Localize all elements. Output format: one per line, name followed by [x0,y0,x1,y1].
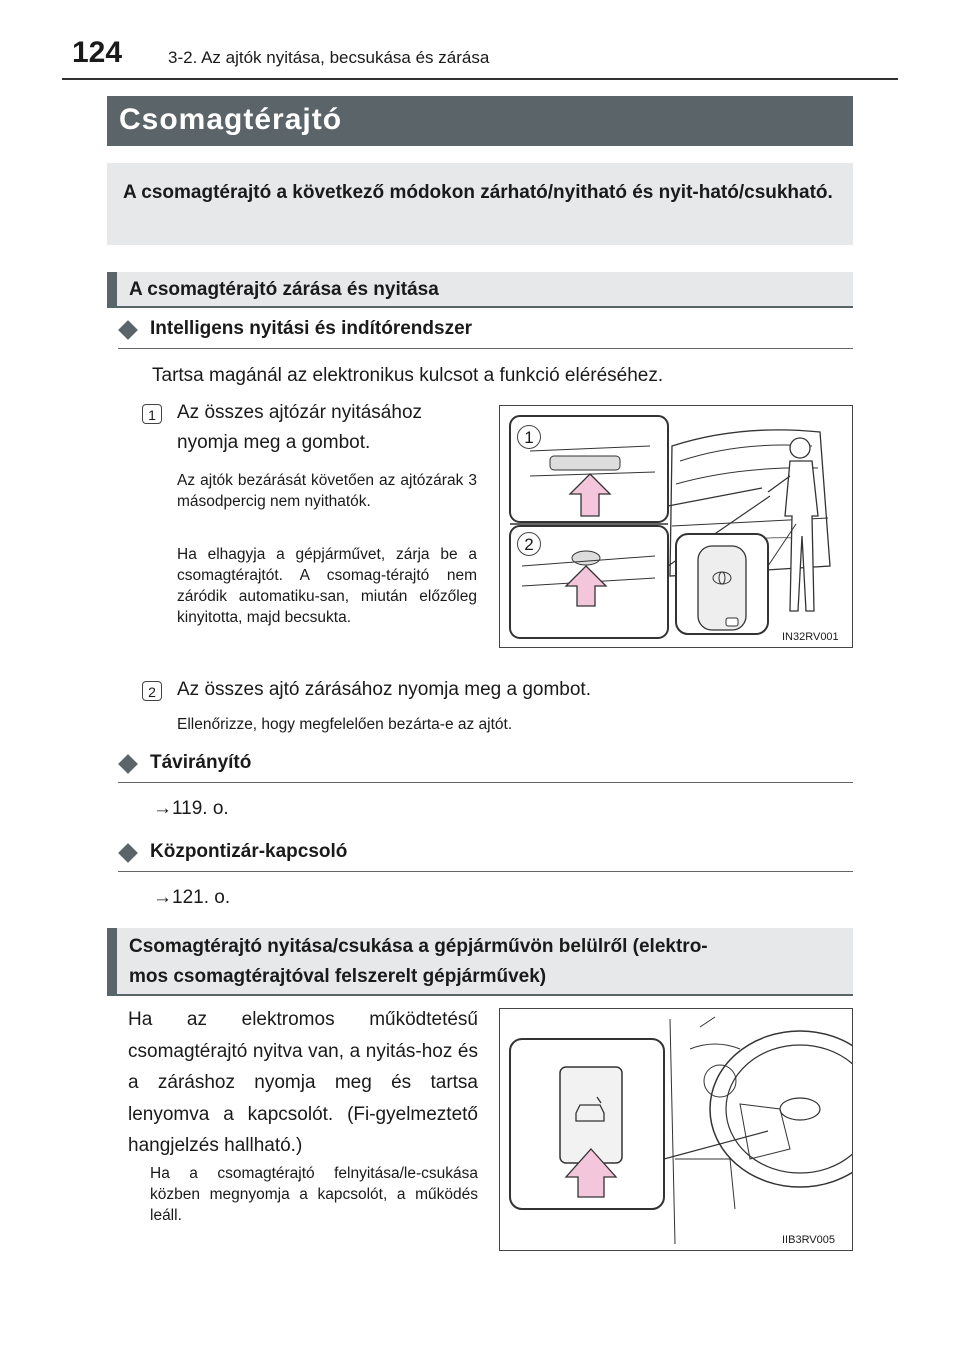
figure-code: IIB3RV005 [782,1234,836,1246]
page-title-band [107,96,853,146]
step2-text: Az összes ajtó zárásához nyomja meg a gombot. [177,679,591,700]
figure-code: IN32RV001 [782,631,839,643]
central-lock-page-ref[interactable]: →121. o. [153,887,231,908]
subheading-label: Központizár-kapcsoló [150,841,348,862]
subheading-label: Intelligens nyitási és indítórendszer [150,318,473,339]
page-number: 124 [72,36,123,69]
step1-note-2: Ha elhagyja a gépjárművet, zárja be a csomagtérajtót. A csomag-térajtó nem záródik automatiku-san, miután előzőleg kinyitotta, majd becsukta. [177,546,477,626]
dashboard-illustration [500,1009,853,1251]
intro-text: A csomagtérajtó a következő módokon zárható/nyitható és nyit-ható/csukható. [123,182,833,203]
intro-box [107,163,853,245]
section-heading-interior-power [107,928,853,996]
figure-interior-switch [499,1008,853,1251]
section2-note: Ha a csomagtérajtó felnyitása/le-csukása közben megnyomja a kapcsolót, a működés leáll. [150,1165,478,1224]
smart-lead-text: Tartsa magánál az elektronikus kulcsot a funkció eléréséhez. [152,365,664,386]
subheading-label: Távirányító [150,752,252,773]
section-heading-label: A csomagtérajtó zárása és nyitása [129,279,439,300]
section2-body: Ha az elektromos működtetésű csomagtérajtó nyitva van, a nyitás-hoz és a záráshoz nyomja meg és tartsa lenyomva a kapcsolót. (Fi-gyelmeztető hangjelzés hallható.) [128,1009,478,1156]
diamond-bullet-icon [118,320,138,340]
section-heading-line-1: Csomagtérajtó nyitása/csukása a gépjárművön belülről (elektro- [129,936,708,957]
remote-page-ref[interactable]: →119. o. [153,798,229,819]
subheading-remote [118,749,853,783]
step-number-badge: 2 [142,681,162,701]
chapter-title: 3-2. Az ajtók nyitása, becsukása és zárása [168,48,490,67]
tailgate-illustration [500,406,853,648]
figure-tailgate-button [499,405,853,648]
callout-1: 1 [517,425,541,449]
step1-note-1: Az ajtók bezárását követően az ajtózárak 3 másodpercig nem nyithatók. [177,472,477,510]
header-rule [62,78,898,80]
subheading-smart-entry [118,315,853,349]
section-heading-lock-unlock [107,272,853,308]
section-heading-line-2: mos csomagtérajtóval felszerelt gépjárművek) [129,966,547,987]
step-number-badge: 1 [142,404,162,424]
page-title: Csomagtérajtó [119,103,343,136]
callout-2: 2 [517,532,541,556]
diamond-bullet-icon [118,754,138,774]
step2-note: Ellenőrizze, hogy megfelelően bezárta-e az ajtót. [177,716,513,733]
step1-text: Az összes ajtózár nyitásához nyomja meg a gombot. [177,402,423,453]
diamond-bullet-icon [118,843,138,863]
subheading-central-lock [118,838,853,872]
